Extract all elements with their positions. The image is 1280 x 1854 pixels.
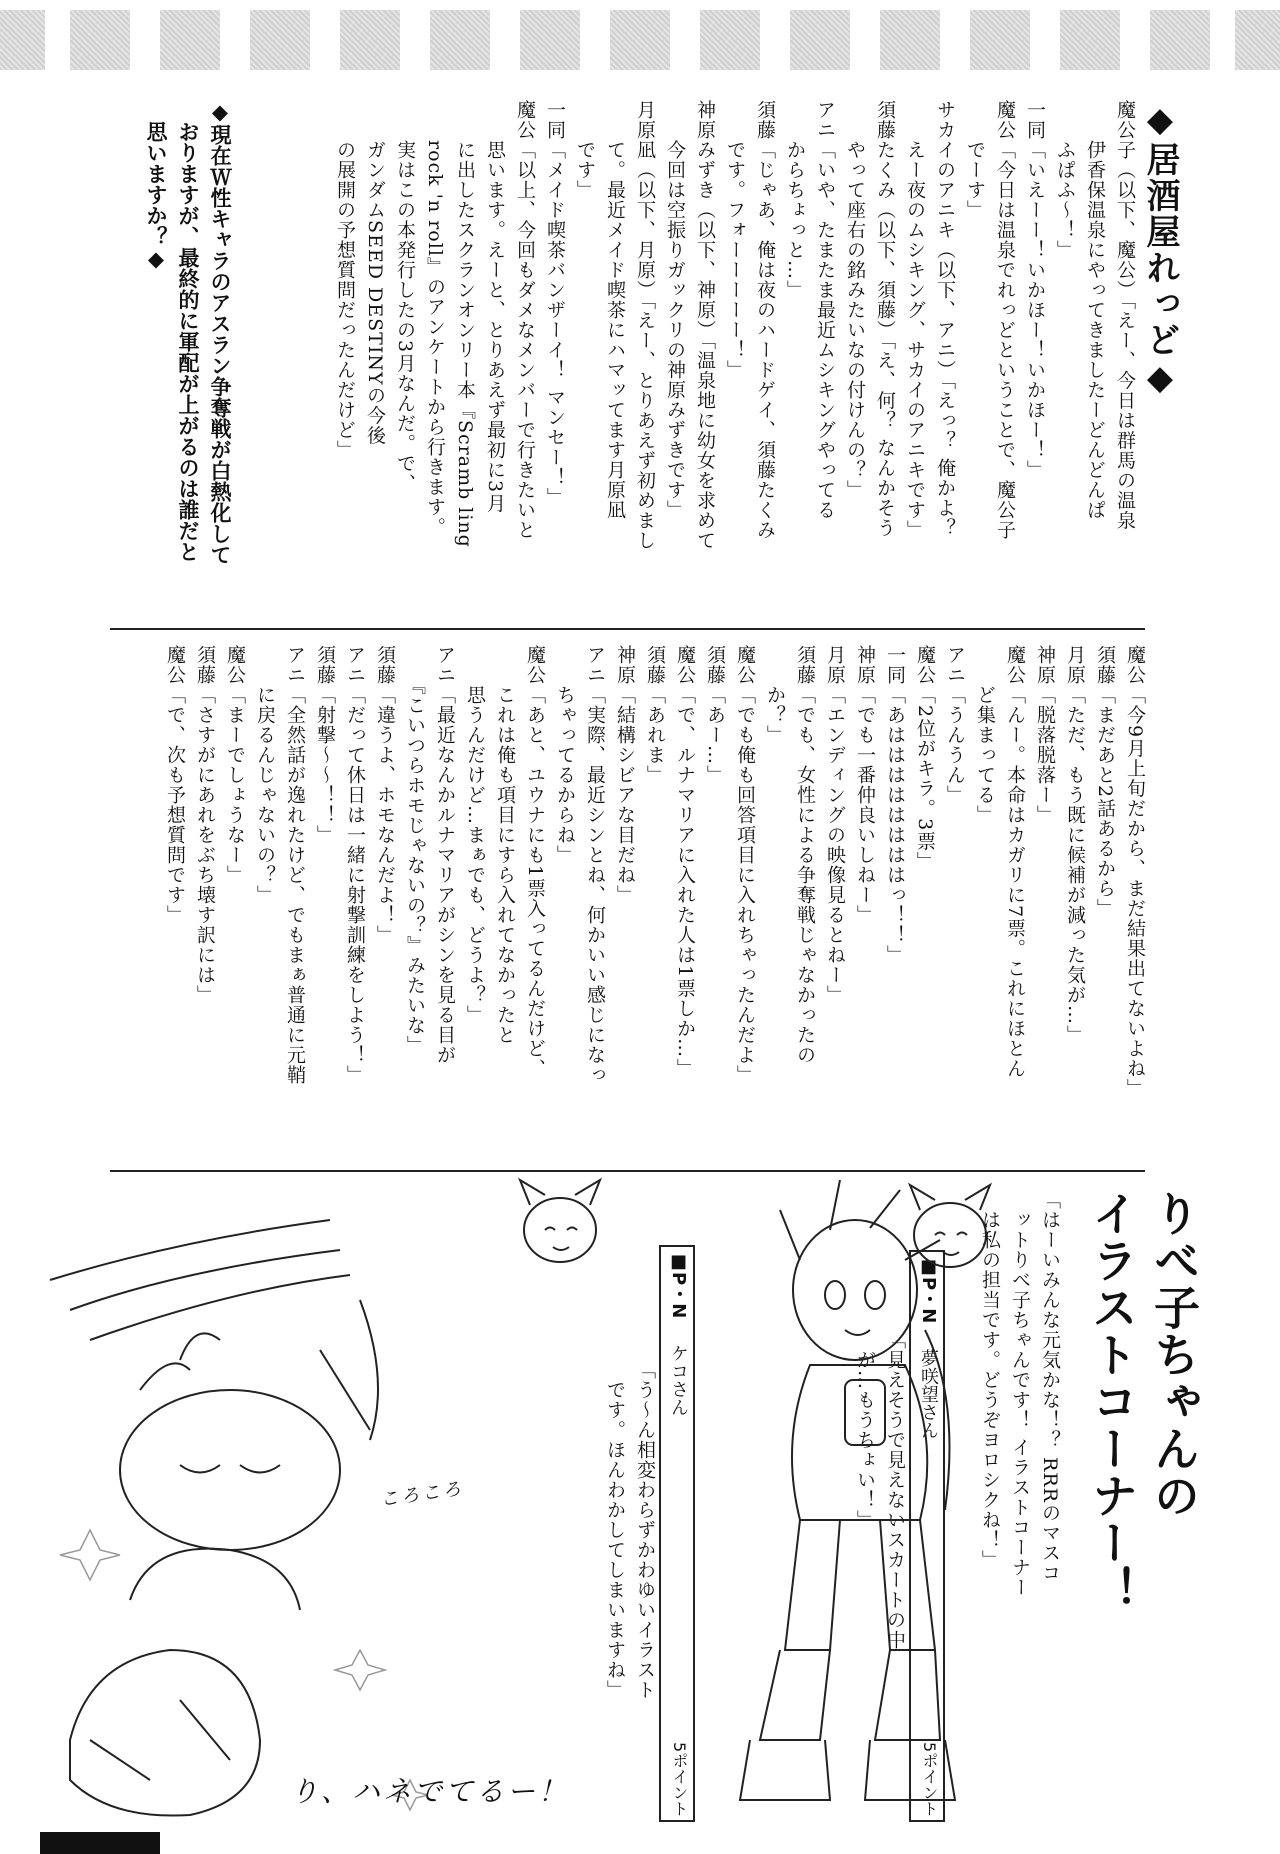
pen-name: ケコさん bbox=[668, 1344, 689, 1416]
entry-comment: 「う〜ん相変わらずかわゆいイラスト です。ほんわかしてしまいますね」 bbox=[604, 1360, 656, 1700]
entry-comment: 「見えそうで見えないスカートの中 が…もうちょい！」 bbox=[854, 1330, 906, 1650]
header-tile bbox=[610, 10, 670, 70]
sound-effect-text: ころころ bbox=[379, 1478, 466, 1511]
pen-name-tag: ■P・N bbox=[668, 1251, 689, 1319]
header-tile bbox=[340, 10, 400, 70]
topic-question: ◆現在Ｗ性キャラのアスラン争奪戦が白熱化して おりますが、最終的に軍配が上がるのは誰だと 思いますか？◆ bbox=[144, 100, 232, 565]
header-tile bbox=[700, 10, 760, 70]
header-tile bbox=[880, 10, 940, 70]
header-tile bbox=[790, 10, 850, 70]
mascot-head-icon bbox=[895, 1180, 1005, 1280]
sketch-caption: り、ハネでてるー！ bbox=[290, 1775, 570, 1808]
header-tile bbox=[250, 10, 310, 70]
header-tile bbox=[1150, 10, 1210, 70]
pen-name-tag: ■P・N bbox=[918, 1256, 939, 1324]
points-label: 5ポイント bbox=[670, 1741, 689, 1816]
divider bbox=[110, 1170, 1145, 1172]
header-tile bbox=[430, 10, 490, 70]
header-tile bbox=[70, 10, 130, 70]
section1-dialogue: 魔公子（以下、魔公）「えー、今日は群馬の温泉 伊香保温泉にやってきましたーどんどんぱ ふぱふ〜！」 一同「いえーー！いかほー！いかほー！」 魔公「今日は温泉でれっどということで、魔公子 でーす」 サカイのアニキ（以下、アニ）「えっ？ 俺かよ？ えー夜のムシキング、サカイのアニキです」 須藤たくみ（以下、須藤）「え、何？ なんかそう やって座右の銘みたいなの付けんの？」 アニ「いや、たまたま最近ムシキングやってる からちょっと…」 須藤「じゃあ、俺は夜のハードゲイ、須藤たくみ です。フォーーーーー！」 神原みずき（以下、神原）「温泉地に幼女を求めて 今回は空振りガックリの神原みずきです」 月原凪（以下、月原）「えー、とりあえず初めまし て。最近メイド喫茶にハマッてます月原凪 です」 一同「メイド喫茶バンザーイ！ マンセー！」 魔公「以上、今回もダメなメンバーで行きたいと 思います。えーと、とりあえず最初に3月 に出したスクランオンリー本『Scramb ling rock 'n roll』のアンケートから行きます。 実はこの本発行したの3月なんだ。で、 ガンダムSEED DESTINYの今後 の展開の予想質問だったんだけど」 bbox=[334, 100, 1136, 551]
header-tile bbox=[1235, 10, 1280, 70]
header-tile bbox=[970, 10, 1030, 70]
points-label: 5ポイント bbox=[920, 1741, 939, 1816]
header-tile bbox=[520, 10, 580, 70]
corner-title: りべ子ちゃんの イラストコーナー！ bbox=[1085, 1190, 1201, 1613]
header-tile bbox=[0, 10, 45, 70]
page-corner-mark bbox=[40, 1832, 160, 1854]
section-title: ◆居酒屋れっど◆ bbox=[1140, 100, 1180, 400]
header-tile bbox=[160, 10, 220, 70]
section2-dialogue: 魔公「今9月上旬だから、まだ結果出てないよね」 須藤「まだあと2話あるから」 月原「ただ、もう既に候補が減った気が…」 神原「脱落脱落ー」 魔公「んー。本命はカガリに7票。これにほとん ど集まってる」 アニ「うんうん」 魔公「2位がキラ。3票」 一同「あははははははははっ！！」 神原「でも一番仲良いしねー」 月原「エンディングの映像見るとねー」 須藤「でも、女性による争奪戦じゃなかったの か？」 魔公「でも俺も回答項目に入れちゃったんだよ」 須藤「あー…」 魔公「で、ルナマリアに入れた人は1票しか…」 須藤「あれま」 神原「結構シビアな目だね」 アニ「実際、最近シンとね、何かいい感じになっ ちゃってるからね」 魔公「あと、ユウナにも1票入ってるんだけど、 これは俺も項目にすら入れてなかったと 思うんだけど…まぁでも、どうよ？」 アニ「最近なんかルナマリアがシンを見る目が 『こいつらホモじゃないの？』みたいな」 須藤「違うよ、ホモなんだよ！」 アニ「だって休日は一緒に射撃訓練をしよう！」 須藤「射撃〜〜！！」 アニ「全然話が逸れたけど、でもまぁ普通に元鞘 に戻るんじゃないの？」 魔公「まーでしょうなー」 須藤「さすがにあれをぶち壊す訳には」 魔公「で、次も予想質問です」 bbox=[164, 645, 1146, 1099]
header-tile-strip bbox=[0, 10, 1280, 70]
pen-name: 夢咲望さん bbox=[918, 1349, 939, 1439]
corner-intro: 「はーいみんな元気かな！？ RRRのマスコ ットりべ子ちゃんです！ イラストコーナー は私の担当です。どうぞヨロシクね！」 bbox=[979, 1190, 1061, 1598]
header-tile bbox=[1060, 10, 1120, 70]
divider bbox=[110, 628, 1145, 630]
